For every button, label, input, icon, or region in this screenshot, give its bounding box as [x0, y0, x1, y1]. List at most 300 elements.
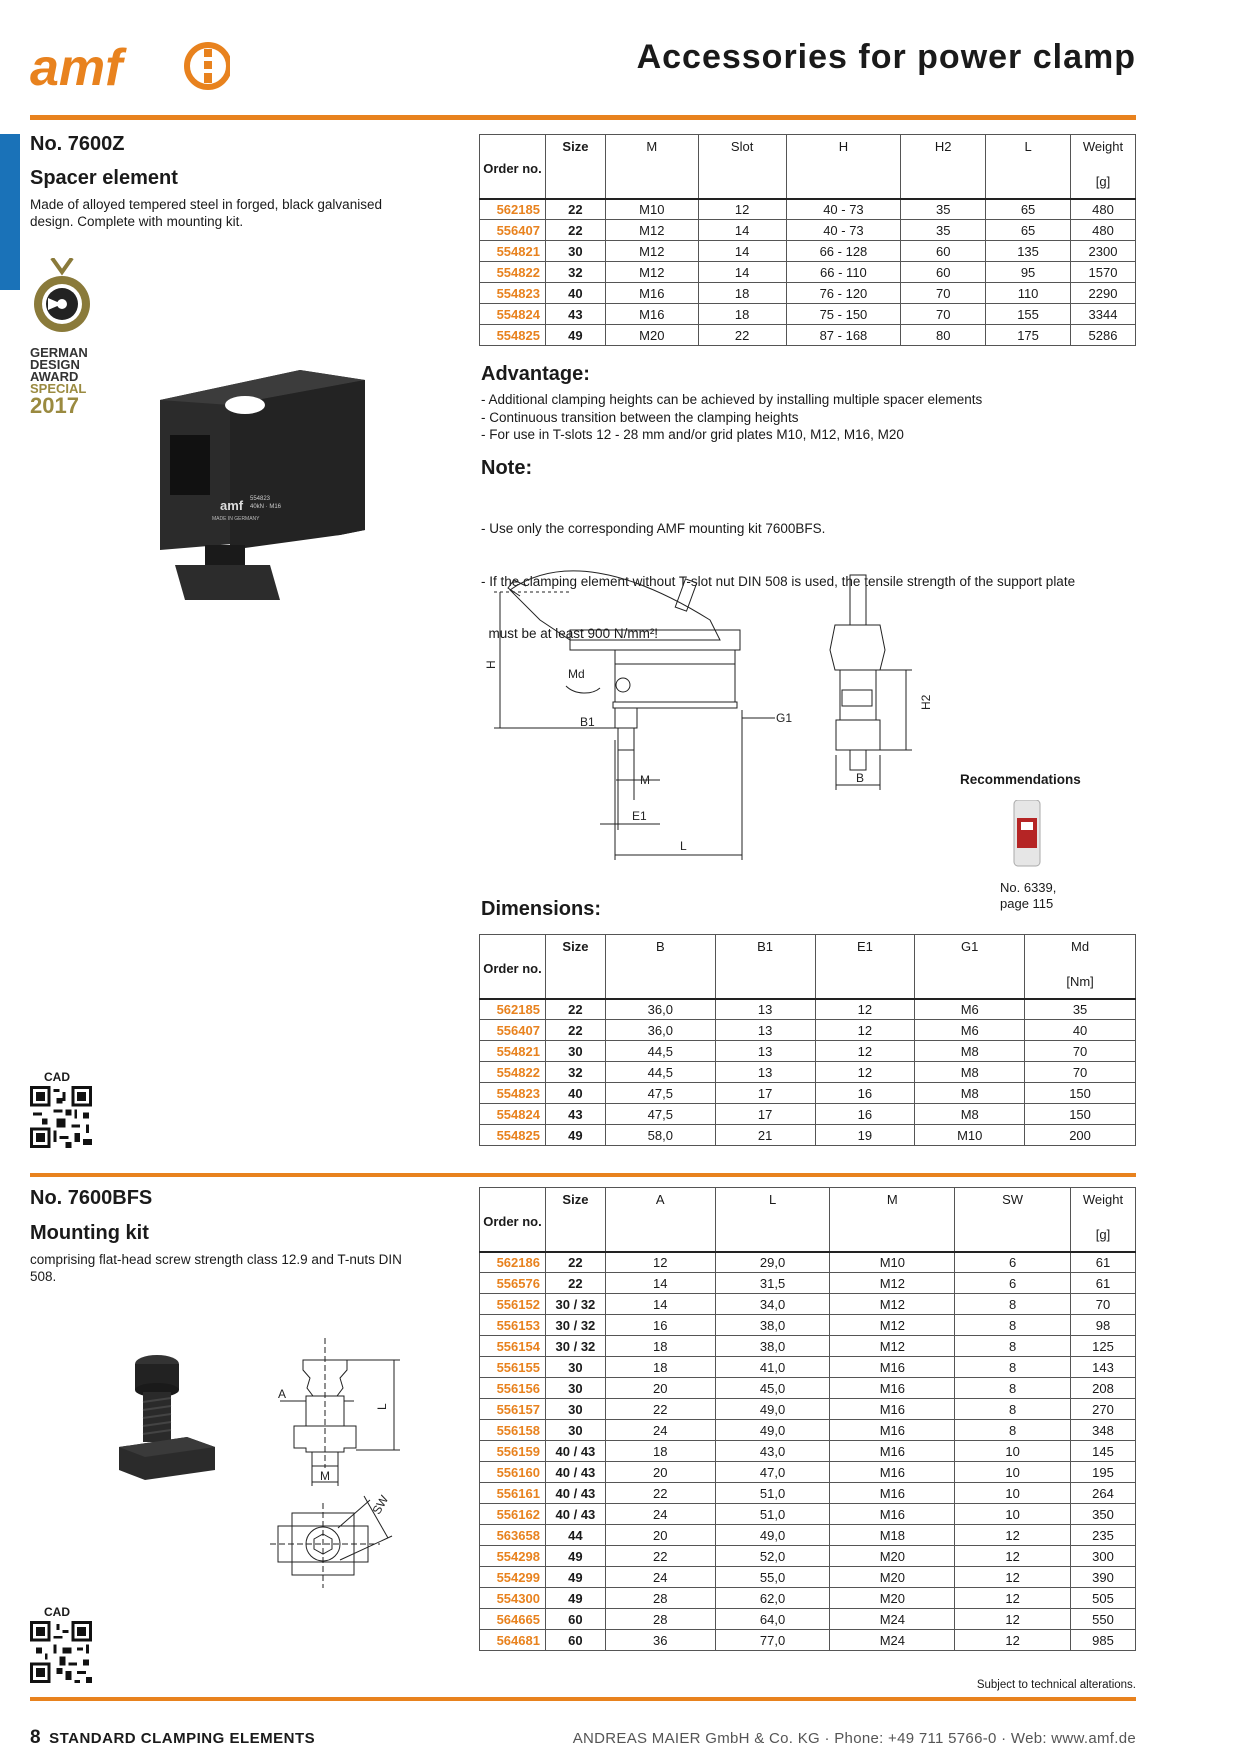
note-title: Note: — [481, 457, 533, 479]
svg-text:L: L — [375, 1403, 389, 1410]
table-cell: 35 — [901, 199, 986, 220]
table-cell: 18 — [698, 304, 786, 325]
size-cell: 22 — [545, 1273, 605, 1294]
table-cell: M12 — [830, 1294, 955, 1315]
order-number-link[interactable]: 554821 — [480, 241, 546, 262]
table-cell: 16 — [815, 1083, 915, 1104]
svg-text:amf: amf — [30, 39, 123, 97]
table-cell: 28 — [605, 1588, 715, 1609]
table-cell: M12 — [605, 262, 698, 283]
award-medal-icon — [30, 258, 94, 338]
table-cell: 47,5 — [605, 1104, 715, 1125]
order-number-link[interactable]: 562185 — [480, 199, 546, 220]
table-cell: 12 — [815, 1062, 915, 1083]
table-cell: 6 — [955, 1273, 1071, 1294]
table-cell: 19 — [815, 1125, 915, 1146]
order-number-link[interactable]: 554822 — [480, 262, 546, 283]
table-row — [480, 1609, 1136, 1630]
list-item: - Use only the corresponding AMF mounting kit 7600BFS. — [481, 521, 826, 536]
spacer-table: Order no. Size M Slot H H2 L Weight [g] 562185 22 M10 12 40 - 73 35 65 480 556407 22 M12 14 40 - 73 35 65 480 554821 30 M12 14 66 - 128 60 135 2300 554822 32 M12 14 66 - 110 60 95 1570 554823 40 M16 18 76 - 120 70 110 2290 554824 43 M16 18 75 - 150 70 155 3344 554825 49 M20 22 87 - 168 80 175 5286 — [479, 134, 1136, 346]
table-row — [480, 1020, 1136, 1041]
table-cell: M16 — [830, 1399, 955, 1420]
order-number-link[interactable]: 556155 — [480, 1357, 546, 1378]
table-cell: 70 — [901, 283, 986, 304]
table-cell: 985 — [1071, 1630, 1136, 1651]
order-number-link[interactable]: 554824 — [480, 304, 546, 325]
advantage-list — [481, 391, 982, 444]
table-cell: 2290 — [1070, 283, 1135, 304]
table-cell: 13 — [715, 1020, 815, 1041]
table-row — [480, 1294, 1136, 1315]
table-cell: M8 — [915, 1104, 1025, 1125]
table-cell: 40 — [1025, 1020, 1136, 1041]
recommendations-reference: No. 6339, page 115 — [1000, 880, 1057, 911]
table-row — [480, 304, 1136, 325]
table-cell: M6 — [915, 999, 1025, 1020]
order-number-link[interactable]: 554825 — [480, 1125, 546, 1146]
table-cell: 24 — [605, 1504, 715, 1525]
table-cell: 70 — [901, 304, 986, 325]
table-cell: 135 — [986, 241, 1071, 262]
table-cell: M12 — [830, 1336, 955, 1357]
svg-text:H: H — [484, 660, 498, 669]
table-cell: 77,0 — [715, 1630, 830, 1651]
table-cell: 22 — [605, 1546, 715, 1567]
page-title: Accessories for power clamp — [636, 38, 1136, 76]
mounting-kit-image — [115, 1352, 225, 1487]
table-cell: 13 — [715, 1062, 815, 1083]
table-cell: 12 — [955, 1546, 1071, 1567]
size-cell: 40 / 43 — [545, 1504, 605, 1525]
list-item: - Additional clamping heights can be achieved by installing multiple spacer elements — [481, 392, 983, 407]
table-cell: 175 — [986, 325, 1071, 346]
size-cell: 32 — [545, 262, 605, 283]
order-number-link[interactable]: 556153 — [480, 1315, 546, 1336]
table-row — [480, 220, 1136, 241]
size-cell: 22 — [545, 220, 605, 241]
table-row — [480, 1420, 1136, 1441]
order-number-link[interactable]: 556159 — [480, 1441, 546, 1462]
table-cell: 5286 — [1070, 325, 1135, 346]
table-cell: M20 — [830, 1546, 955, 1567]
table-cell: 66 - 128 — [786, 241, 901, 262]
size-cell: 40 — [545, 283, 605, 304]
order-number-link[interactable]: 556157 — [480, 1399, 546, 1420]
table-cell: 12 — [955, 1609, 1071, 1630]
table-row — [480, 241, 1136, 262]
size-cell: 40 / 43 — [545, 1441, 605, 1462]
order-number-link[interactable]: 562186 — [480, 1252, 546, 1273]
table-cell: 348 — [1071, 1420, 1136, 1441]
table-row — [480, 1125, 1136, 1146]
table-cell: 58,0 — [605, 1125, 715, 1146]
table-cell: 34,0 — [715, 1294, 830, 1315]
table-cell: M8 — [915, 1041, 1025, 1062]
table-cell: 350 — [1071, 1504, 1136, 1525]
table-cell: 12 — [815, 1020, 915, 1041]
table-row — [480, 1546, 1136, 1567]
spacer-description: Made of alloyed tempered steel in forged, black galvanised design. Complete with mounting kit. — [30, 197, 382, 229]
product-tube-icon — [1010, 800, 1044, 870]
table-row — [480, 1630, 1136, 1651]
table-row — [480, 1104, 1136, 1125]
table-cell: 505 — [1071, 1588, 1136, 1609]
table-cell: 49,0 — [715, 1399, 830, 1420]
table-row — [480, 1483, 1136, 1504]
table-cell: 264 — [1071, 1483, 1136, 1504]
table-cell: 8 — [955, 1357, 1071, 1378]
table-cell: 270 — [1071, 1399, 1136, 1420]
table-cell: 44,5 — [605, 1041, 715, 1062]
table-cell: 52,0 — [715, 1546, 830, 1567]
order-number-link[interactable]: 556154 — [480, 1336, 546, 1357]
table-cell: 18 — [605, 1441, 715, 1462]
table-cell: 13 — [715, 999, 815, 1020]
size-cell: 49 — [545, 1588, 605, 1609]
table-cell: 12 — [955, 1525, 1071, 1546]
table-row — [480, 1062, 1136, 1083]
size-cell: 40 — [545, 1083, 605, 1104]
table-cell: M18 — [830, 1525, 955, 1546]
table-cell: 3344 — [1070, 304, 1135, 325]
table-cell: 208 — [1071, 1378, 1136, 1399]
size-cell: 30 / 32 — [545, 1336, 605, 1357]
table-row — [480, 999, 1136, 1020]
table-cell: 44,5 — [605, 1062, 715, 1083]
table-cell: 16 — [815, 1104, 915, 1125]
table-cell: 10 — [955, 1504, 1071, 1525]
table-cell: 40 - 73 — [786, 220, 901, 241]
size-cell: 22 — [545, 1252, 605, 1273]
table-cell: 18 — [605, 1357, 715, 1378]
order-number-link[interactable]: 556407 — [480, 1020, 546, 1041]
table-cell: 195 — [1071, 1462, 1136, 1483]
svg-text:Md: Md — [568, 667, 585, 681]
table-row — [480, 1357, 1136, 1378]
svg-text:B: B — [856, 771, 865, 785]
table-cell: 70 — [1071, 1294, 1136, 1315]
table-row — [480, 1041, 1136, 1062]
table-cell: 14 — [698, 262, 786, 283]
table-cell: 12 — [955, 1588, 1071, 1609]
table-row — [480, 199, 1136, 220]
order-number-link[interactable]: 554823 — [480, 1083, 546, 1104]
size-cell: 60 — [545, 1609, 605, 1630]
order-number-link[interactable]: 556407 — [480, 220, 546, 241]
size-cell: 22 — [545, 199, 605, 220]
table-cell: 55,0 — [715, 1567, 830, 1588]
svg-text:L: L — [680, 839, 687, 853]
table-cell: M8 — [915, 1083, 1025, 1104]
table-cell: 390 — [1071, 1567, 1136, 1588]
order-number-link[interactable]: 554823 — [480, 283, 546, 304]
table-row — [480, 1315, 1136, 1336]
footer-rule — [30, 1697, 1136, 1701]
svg-text:A: A — [278, 1387, 287, 1401]
advantage-title: Advantage: — [481, 363, 590, 385]
table-cell: 36 — [605, 1630, 715, 1651]
table-cell: 12 — [605, 1252, 715, 1273]
header-rule — [30, 115, 1136, 120]
table-cell: 12 — [698, 199, 786, 220]
list-item: must be at least 900 N/mm²! — [481, 626, 659, 641]
table-cell: M16 — [830, 1420, 955, 1441]
table-cell: 65 — [986, 220, 1071, 241]
table-cell: 480 — [1070, 220, 1135, 241]
cad-qr-code[interactable] — [30, 1621, 92, 1683]
table-cell: 66 - 110 — [786, 262, 901, 283]
table-cell: 12 — [955, 1630, 1071, 1651]
dimensions-title: Dimensions: — [481, 898, 602, 920]
order-number-link[interactable]: 562185 — [480, 999, 546, 1020]
table-cell: 10 — [955, 1483, 1071, 1504]
recommendations-title: Recommendations — [960, 772, 1081, 787]
table-cell: 143 — [1071, 1357, 1136, 1378]
order-number-link[interactable]: 556162 — [480, 1504, 546, 1525]
table-cell: M16 — [830, 1504, 955, 1525]
mounting-number: No. 7600BFS — [30, 1187, 153, 1209]
size-cell: 43 — [545, 1104, 605, 1125]
size-cell: 44 — [545, 1525, 605, 1546]
table-cell: M16 — [830, 1441, 955, 1462]
table-cell: 18 — [605, 1336, 715, 1357]
table-cell: 41,0 — [715, 1357, 830, 1378]
svg-text:H2: H2 — [919, 694, 933, 710]
svg-text:M: M — [640, 773, 650, 787]
table-cell: 49,0 — [715, 1525, 830, 1546]
table-cell: 13 — [715, 1041, 815, 1062]
table-cell: 61 — [1071, 1273, 1136, 1294]
cad-label: CAD — [44, 1605, 70, 1619]
order-number-link[interactable]: 564665 — [480, 1609, 546, 1630]
disclaimer: Subject to technical alterations. — [976, 1679, 1136, 1691]
size-cell: 60 — [545, 1630, 605, 1651]
table-row — [480, 1399, 1136, 1420]
table-cell: 80 — [901, 325, 986, 346]
table-cell: 40 - 73 — [786, 199, 901, 220]
table-cell: 150 — [1025, 1104, 1136, 1125]
section-rule — [30, 1173, 1136, 1177]
table-cell: 150 — [1025, 1083, 1136, 1104]
mounting-name: Mounting kit — [30, 1222, 149, 1244]
spacer-number: No. 7600Z — [30, 133, 125, 155]
table-cell: 125 — [1071, 1336, 1136, 1357]
size-cell: 30 — [545, 1399, 605, 1420]
order-number-link[interactable]: 554825 — [480, 325, 546, 346]
table-cell: 8 — [955, 1420, 1071, 1441]
table-row — [480, 1525, 1136, 1546]
table-cell: 22 — [698, 325, 786, 346]
size-cell: 30 / 32 — [545, 1315, 605, 1336]
section-name: STANDARD CLAMPING ELEMENTS — [49, 1730, 316, 1747]
order-number-link[interactable]: 556160 — [480, 1462, 546, 1483]
table-cell: 51,0 — [715, 1504, 830, 1525]
table-cell: 43,0 — [715, 1441, 830, 1462]
col-order-no: Order no. — [480, 135, 546, 199]
order-number-link[interactable]: 556152 — [480, 1294, 546, 1315]
table-cell: 51,0 — [715, 1483, 830, 1504]
table-cell: M24 — [830, 1609, 955, 1630]
table-cell: M24 — [830, 1630, 955, 1651]
svg-text:G1: G1 — [776, 711, 793, 725]
table-cell: 35 — [901, 220, 986, 241]
table-cell: 87 - 168 — [786, 325, 901, 346]
table-cell: 14 — [605, 1273, 715, 1294]
table-cell: 12 — [815, 999, 915, 1020]
mounting-table: Order no. Size A L M SW Weight [g] 562186 22 12 29,0 M10 6 61 556576 22 14 31,5 M12 6 61 556152 30 / 32 14 34,0 M12 8 70 556153 30 / 32 16 38,0 M12 8 98 556154 30 / 32 18 38,0 M12 8 125 556155 30 18 41,0 M16 8 143 556156 30 20 45,0 M16 8 208 556157 30 22 49,0 M16 8 270 556158 30 24 49,0 M16 8 348 556159 40 / 43 18 43,0 M16 10 145 556160 40 / 43 20 47,0 M16 10 195 556161 40 / 43 22 51,0 M16 10 264 556162 40 / 43 24 51,0 M16 10 350 563658 44 20 49,0 M18 12 235 554298 49 22 52,0 M20 12 300 554299 49 24 55,0 M20 12 390 554300 49 28 62,0 M20 12 505 564665 60 28 64,0 M24 12 550 564681 60 36 77,0 M24 12 985 — [479, 1187, 1136, 1651]
table-row — [480, 1441, 1136, 1462]
size-cell: 49 — [545, 325, 605, 346]
table-cell: 38,0 — [715, 1315, 830, 1336]
order-number-link[interactable]: 556576 — [480, 1273, 546, 1294]
table-cell: 8 — [955, 1399, 1071, 1420]
table-cell: 49,0 — [715, 1420, 830, 1441]
table-row — [480, 1336, 1136, 1357]
order-number-link[interactable]: 554822 — [480, 1062, 546, 1083]
size-cell: 30 — [545, 1420, 605, 1441]
svg-text:M: M — [320, 1469, 330, 1483]
german-design-award: GERMAN DESIGN AWARD SPECIAL 2017 — [30, 258, 100, 418]
table-cell: 22 — [605, 1483, 715, 1504]
mounting-kit-drawing — [270, 1338, 410, 1618]
table-cell: M16 — [605, 283, 698, 304]
footer-section — [30, 1727, 315, 1749]
table-cell: 70 — [1025, 1062, 1136, 1083]
size-cell: 40 / 43 — [545, 1462, 605, 1483]
size-cell: 22 — [545, 999, 605, 1020]
table-cell: 17 — [715, 1104, 815, 1125]
order-number-link[interactable]: 554299 — [480, 1567, 546, 1588]
size-cell: 30 — [545, 1378, 605, 1399]
table-cell: 110 — [986, 283, 1071, 304]
size-cell: 49 — [545, 1546, 605, 1567]
spacer-name: Spacer element — [30, 167, 178, 189]
table-cell: M12 — [830, 1273, 955, 1294]
table-cell: 8 — [955, 1336, 1071, 1357]
list-item: - If the clamping element without T-slot nut DIN 508 is used, the tensile strength of the support plate — [481, 573, 1076, 589]
table-cell: 18 — [698, 283, 786, 304]
table-cell: 480 — [1070, 199, 1135, 220]
table-cell: M12 — [605, 241, 698, 262]
table-cell: M16 — [830, 1483, 955, 1504]
svg-text:MADE IN GERMANY: MADE IN GERMANY — [212, 516, 260, 522]
table-cell: 235 — [1071, 1525, 1136, 1546]
page-number: 8 — [30, 1727, 42, 1748]
table-cell: 8 — [955, 1315, 1071, 1336]
order-number-link[interactable]: 554821 — [480, 1041, 546, 1062]
table-cell: 14 — [605, 1294, 715, 1315]
table-cell: M16 — [605, 304, 698, 325]
svg-text:amf: amf — [220, 498, 244, 513]
table-cell: 20 — [605, 1462, 715, 1483]
table-cell: 65 — [986, 199, 1071, 220]
size-cell: 30 — [545, 1357, 605, 1378]
order-number-link[interactable]: 556161 — [480, 1483, 546, 1504]
table-cell: M12 — [830, 1315, 955, 1336]
size-cell: 30 / 32 — [545, 1294, 605, 1315]
table-cell: 36,0 — [605, 999, 715, 1020]
table-row — [480, 1083, 1136, 1104]
table-cell: M20 — [830, 1588, 955, 1609]
size-cell: 49 — [545, 1125, 605, 1146]
table-cell: M10 — [830, 1252, 955, 1273]
order-number-link[interactable]: 556158 — [480, 1420, 546, 1441]
order-number-link[interactable]: 554300 — [480, 1588, 546, 1609]
table-cell: 70 — [1025, 1041, 1136, 1062]
table-row — [480, 1588, 1136, 1609]
table-cell: 45,0 — [715, 1378, 830, 1399]
table-cell: 31,5 — [715, 1273, 830, 1294]
table-cell: 75 - 150 — [786, 304, 901, 325]
table-cell: 35 — [1025, 999, 1136, 1020]
table-cell: 550 — [1071, 1609, 1136, 1630]
table-cell: 21 — [715, 1125, 815, 1146]
svg-text:554823: 554823 — [250, 496, 271, 502]
table-cell: 145 — [1071, 1441, 1136, 1462]
table-row — [480, 1378, 1136, 1399]
cad-qr-code[interactable] — [30, 1086, 92, 1148]
table-cell: 47,5 — [605, 1083, 715, 1104]
table-row — [480, 1567, 1136, 1588]
spacer-technical-drawing — [480, 560, 940, 870]
list-item: - For use in T-slots 12 - 28 mm and/or grid plates M10, M12, M16, M20 — [481, 427, 904, 442]
order-number-link[interactable]: 563658 — [480, 1525, 546, 1546]
table-cell: 8 — [955, 1378, 1071, 1399]
table-row — [480, 1462, 1136, 1483]
table-cell: 1570 — [1070, 262, 1135, 283]
table-cell: 14 — [698, 220, 786, 241]
order-number-link[interactable]: 554824 — [480, 1104, 546, 1125]
table-cell: 6 — [955, 1252, 1071, 1273]
table-cell: M12 — [605, 220, 698, 241]
table-cell: 24 — [605, 1420, 715, 1441]
table-cell: M16 — [830, 1357, 955, 1378]
list-item: - Continuous transition between the clamping heights — [481, 409, 799, 425]
table-cell: M6 — [915, 1020, 1025, 1041]
table-cell: M10 — [605, 199, 698, 220]
order-number-link[interactable]: 564681 — [480, 1630, 546, 1651]
cad-label: CAD — [44, 1070, 70, 1084]
size-cell: 49 — [545, 1567, 605, 1588]
size-cell: 30 — [545, 1041, 605, 1062]
table-cell: M8 — [915, 1062, 1025, 1083]
table-cell: 24 — [605, 1567, 715, 1588]
table-cell: 60 — [901, 262, 986, 283]
company-info: ANDREAS MAIER GmbH & Co. KG · Phone: +49 711 5766-0 · Web: www.amf.de — [572, 1730, 1136, 1747]
section-marker — [0, 134, 20, 290]
table-cell: 62,0 — [715, 1588, 830, 1609]
table-cell: 2300 — [1070, 241, 1135, 262]
table-cell: 17 — [715, 1083, 815, 1104]
table-cell: 16 — [605, 1315, 715, 1336]
order-number-link[interactable]: 554298 — [480, 1546, 546, 1567]
order-number-link[interactable]: 556156 — [480, 1378, 546, 1399]
table-cell: 28 — [605, 1609, 715, 1630]
table-row — [480, 1504, 1136, 1525]
size-cell: 22 — [545, 1020, 605, 1041]
table-cell: M16 — [830, 1378, 955, 1399]
svg-text:SW: SW — [369, 1492, 392, 1517]
table-cell: M20 — [830, 1567, 955, 1588]
table-cell: 95 — [986, 262, 1071, 283]
table-cell: 20 — [605, 1525, 715, 1546]
table-cell: 10 — [955, 1441, 1071, 1462]
table-cell: 20 — [605, 1378, 715, 1399]
table-cell: 36,0 — [605, 1020, 715, 1041]
mounting-description: comprising flat-head screw strength class 12.9 and T-nuts DIN 508. — [30, 1252, 402, 1284]
size-cell: 32 — [545, 1062, 605, 1083]
table-cell: 98 — [1071, 1315, 1136, 1336]
